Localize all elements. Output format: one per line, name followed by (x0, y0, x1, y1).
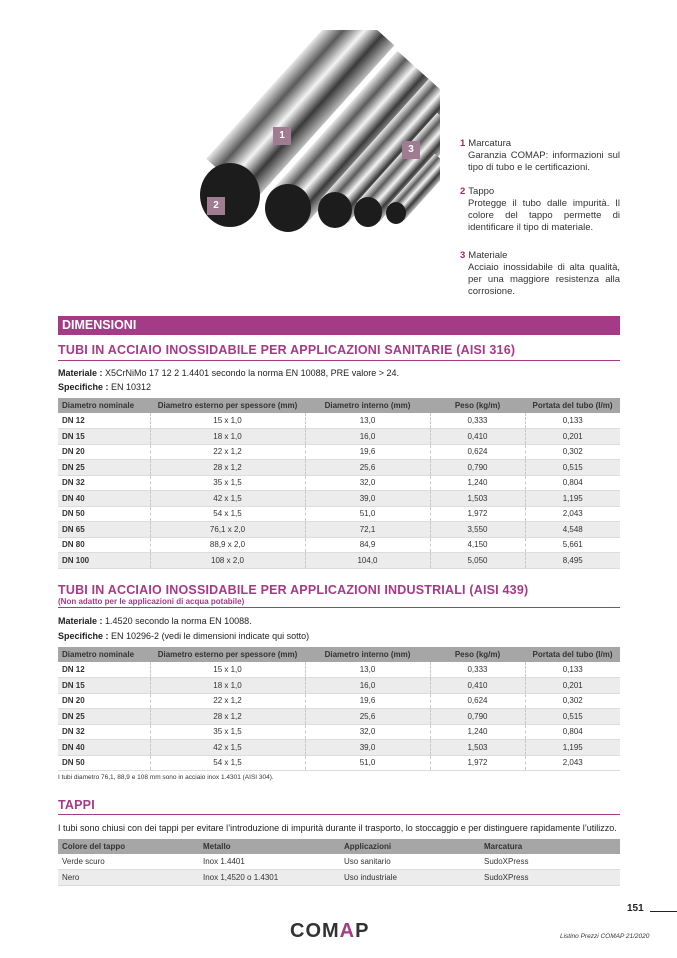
cell: 104,0 (305, 553, 430, 569)
col-header: Diametro interno (mm) (305, 647, 430, 662)
col-header: Colore del tappo (58, 839, 199, 854)
sanitarie-title: TUBI IN ACCIAIO INOSSIDABILE PER APPLICAZIONI SANITARIE (AISI 316) (58, 343, 516, 357)
callout-3: 3 (402, 141, 420, 159)
cell: 1,503 (430, 740, 525, 756)
cell: 0,201 (525, 678, 620, 694)
cell: 0,804 (525, 724, 620, 740)
sanitarie-specifiche (58, 382, 151, 392)
col-header: Diametro nominale (58, 398, 150, 413)
cell: 0,804 (525, 475, 620, 491)
table-row (58, 553, 620, 569)
legend-item-tappo (460, 186, 620, 234)
col-header: Diametro nominale (58, 647, 150, 662)
table-row (58, 755, 620, 771)
label: Materiale : (58, 616, 103, 626)
table-row (58, 491, 620, 507)
legend-desc: Acciaio inossidabile di alta qualità, per una maggiore resistenza alla corrosione. (468, 262, 620, 297)
col-header: Diametro esterno per spessore (mm) (150, 647, 305, 662)
cell: DN 25 (58, 709, 150, 725)
cell: DN 32 (58, 724, 150, 740)
value: EN 10296-2 (vedi le dimensioni indicate qui sotto) (111, 631, 310, 641)
cell: 0,302 (525, 693, 620, 709)
cell: 54 x 1,5 (150, 506, 305, 522)
table-row (58, 662, 620, 678)
table-row (58, 854, 620, 870)
table-row (58, 429, 620, 445)
cell: 5,661 (525, 537, 620, 553)
sanitarie-table (58, 398, 620, 569)
cell: 1,195 (525, 740, 620, 756)
cell: 35 x 1,5 (150, 724, 305, 740)
divider (58, 607, 620, 608)
cell: SudoXPress (480, 854, 620, 870)
table-row (58, 506, 620, 522)
sanitarie-materiale (58, 368, 399, 378)
label: Specifiche : (58, 631, 109, 641)
col-header: Portata del tubo (l/m) (525, 647, 620, 662)
cell: DN 40 (58, 491, 150, 507)
industriali-title: TUBI IN ACCIAIO INOSSIDABILE PER APPLICAZIONI INDUSTRIALI (AISI 439) (58, 583, 529, 597)
industriali-materiale (58, 616, 252, 626)
cell: 39,0 (305, 491, 430, 507)
col-header: Portata del tubo (l/m) (525, 398, 620, 413)
table-header-row (58, 398, 620, 413)
cell: 0,624 (430, 444, 525, 460)
page-number: 151 (627, 903, 644, 914)
cell: 0,790 (430, 709, 525, 725)
table-row (58, 740, 620, 756)
cell: 28 x 1,2 (150, 460, 305, 476)
cell: 1,503 (430, 491, 525, 507)
table-row (58, 475, 620, 491)
cell: DN 50 (58, 755, 150, 771)
label: Materiale : (58, 368, 103, 378)
table-row (58, 709, 620, 725)
col-header: Metallo (199, 839, 340, 854)
cell: DN 15 (58, 429, 150, 445)
table-header-row (58, 839, 620, 854)
logo-part: P (355, 920, 370, 942)
cell: 32,0 (305, 724, 430, 740)
cell: 18 x 1,0 (150, 678, 305, 694)
cell: 25,6 (305, 460, 430, 476)
cell: 54 x 1,5 (150, 755, 305, 771)
cell: Inox 1,4520 o 1.4301 (199, 870, 340, 886)
cell: 8,495 (525, 553, 620, 569)
section-dimensioni: DIMENSIONI (58, 316, 620, 335)
industriali-specifiche (58, 631, 309, 641)
cell: 84,9 (305, 537, 430, 553)
cell: 0,515 (525, 709, 620, 725)
cell: DN 32 (58, 475, 150, 491)
cell: 1,972 (430, 506, 525, 522)
legend-desc: Protegge il tubo dalle impurità. Il colore del tappo permette di identificare il tipo di materiale. (468, 198, 620, 233)
cell: 76,1 x 2,0 (150, 522, 305, 538)
industriali-table (58, 647, 620, 771)
cell: 15 x 1,0 (150, 662, 305, 678)
legend-num: 3 (460, 250, 466, 261)
comap-logo (290, 920, 369, 943)
cell: 0,333 (430, 662, 525, 678)
cell: 0,410 (430, 429, 525, 445)
legend-title: Materiale (468, 250, 508, 261)
cell: 13,0 (305, 413, 430, 429)
cell: 16,0 (305, 429, 430, 445)
col-header: Diametro esterno per spessore (mm) (150, 398, 305, 413)
cell: 19,6 (305, 444, 430, 460)
col-header: Peso (kg/m) (430, 398, 525, 413)
cell: 1,240 (430, 724, 525, 740)
cell: 16,0 (305, 678, 430, 694)
legend-desc: Garanzia COMAP: informazioni sul tipo di tubo e le certificazioni. (468, 150, 620, 173)
cell: DN 100 (58, 553, 150, 569)
callout-2: 2 (207, 197, 225, 215)
industriali-subtitle: (Non adatto per le applicazioni di acqua potabile) (58, 597, 245, 606)
divider (58, 814, 620, 815)
cell: DN 20 (58, 693, 150, 709)
cell: 0,790 (430, 460, 525, 476)
cell: 22 x 1,2 (150, 444, 305, 460)
table-row (58, 693, 620, 709)
cell: DN 15 (58, 678, 150, 694)
legend-title: Marcatura (468, 138, 512, 149)
table-row (58, 460, 620, 476)
value: 1.4520 secondo la norma EN 10088. (105, 616, 252, 626)
cell: 4,548 (525, 522, 620, 538)
legend-num: 1 (460, 138, 466, 149)
cell: 0,133 (525, 413, 620, 429)
cell: 5,050 (430, 553, 525, 569)
cell: 25,6 (305, 709, 430, 725)
cell: DN 12 (58, 413, 150, 429)
cell: Inox 1.4401 (199, 854, 340, 870)
logo-part: A (339, 920, 356, 942)
table-row (58, 724, 620, 740)
listino-label: Listino Prezzi COMAP 21/2020 (560, 933, 650, 940)
cell: 88,9 x 2,0 (150, 537, 305, 553)
tappi-text: I tubi sono chiusi con dei tappi per evitare l’introduzione di impurità durante il trasporto, lo stoccaggio e per distinguere rapidamente l’utilizzo. (58, 823, 617, 833)
tappi-table (58, 839, 620, 886)
cell: 22 x 1,2 (150, 693, 305, 709)
cell: 0,624 (430, 693, 525, 709)
cell: DN 20 (58, 444, 150, 460)
col-header: Applicazioni (340, 839, 480, 854)
table-row (58, 413, 620, 429)
table-header-row (58, 647, 620, 662)
cell: 1,972 (430, 755, 525, 771)
cell: 2,043 (525, 755, 620, 771)
cell: 13,0 (305, 662, 430, 678)
col-header: Diametro interno (mm) (305, 398, 430, 413)
cell: DN 80 (58, 537, 150, 553)
cell: SudoXPress (480, 870, 620, 886)
cell: 108 x 2,0 (150, 553, 305, 569)
cell: 1,240 (430, 475, 525, 491)
divider (58, 360, 620, 361)
cell: Uso sanitario (340, 854, 480, 870)
cell: 72,1 (305, 522, 430, 538)
cell: 0,133 (525, 662, 620, 678)
table-row (58, 444, 620, 460)
col-header: Marcatura (480, 839, 620, 854)
cell: DN 12 (58, 662, 150, 678)
cell: DN 25 (58, 460, 150, 476)
value: EN 10312 (111, 382, 152, 392)
cell: DN 65 (58, 522, 150, 538)
legend-title: Tappo (468, 186, 495, 197)
cell: 0,201 (525, 429, 620, 445)
cell: 42 x 1,5 (150, 491, 305, 507)
value: X5CrNiMo 17 12 2 1.4401 secondo la norma EN 10088, PRE valore > 24. (105, 368, 399, 378)
page-number-rule (650, 911, 677, 912)
callout-1: 1 (273, 127, 291, 145)
cell: DN 50 (58, 506, 150, 522)
cell: Nero (58, 870, 199, 886)
col-header: Peso (kg/m) (430, 647, 525, 662)
cell: 28 x 1,2 (150, 709, 305, 725)
cell: 0,410 (430, 678, 525, 694)
cell: 19,6 (305, 693, 430, 709)
cell: Verde scuro (58, 854, 199, 870)
legend-item-materiale (460, 250, 620, 298)
cell: 32,0 (305, 475, 430, 491)
table-row (58, 537, 620, 553)
legend-num: 2 (460, 186, 466, 197)
cell: 42 x 1,5 (150, 740, 305, 756)
cell: 0,333 (430, 413, 525, 429)
cell: 2,043 (525, 506, 620, 522)
cell: 35 x 1,5 (150, 475, 305, 491)
cell: 3,550 (430, 522, 525, 538)
logo-part: COM (290, 920, 340, 942)
table-row (58, 870, 620, 886)
cell: 39,0 (305, 740, 430, 756)
cell: DN 40 (58, 740, 150, 756)
cell: 15 x 1,0 (150, 413, 305, 429)
cell: 0,515 (525, 460, 620, 476)
label: Specifiche : (58, 382, 109, 392)
cell: 51,0 (305, 506, 430, 522)
table-row (58, 678, 620, 694)
tappi-title: TAPPI (58, 798, 95, 812)
industriali-footnote: I tubi diametro 76,1, 88,9 e 108 mm sono in acciaio inox 1.4301 (AISI 304). (58, 774, 274, 781)
cell: 0,302 (525, 444, 620, 460)
cell: Uso industriale (340, 870, 480, 886)
cell: 4,150 (430, 537, 525, 553)
cell: 51,0 (305, 755, 430, 771)
cell: 18 x 1,0 (150, 429, 305, 445)
table-row (58, 522, 620, 538)
cell: 1,195 (525, 491, 620, 507)
legend-item-marcatura (460, 138, 620, 174)
